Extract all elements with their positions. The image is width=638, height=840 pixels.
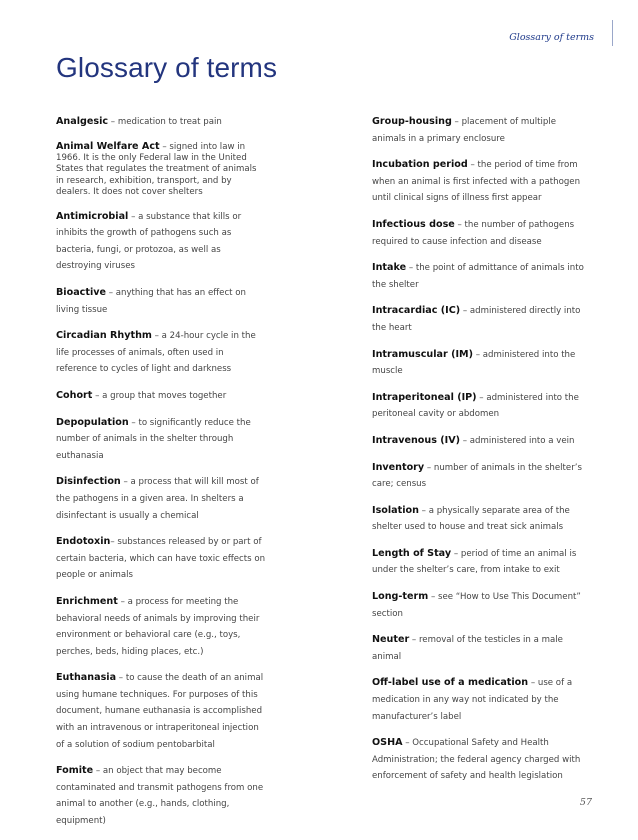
glossary-entry xyxy=(372,460,586,493)
glossary-definition: – use of a medication in any way not indicated by the manufacturer’s label xyxy=(372,678,573,722)
glossary-entry xyxy=(372,433,586,450)
glossary-entry xyxy=(372,303,586,336)
glossary-term: Intracardiac (IC) xyxy=(372,305,461,317)
glossary-left-column xyxy=(56,114,266,840)
glossary-definition: – the number of pathogens required to cause infection and disease xyxy=(372,219,575,247)
glossary-entry xyxy=(372,114,586,147)
glossary-entry xyxy=(56,141,266,199)
glossary-term: OSHA xyxy=(372,737,403,749)
glossary-entry xyxy=(372,546,586,579)
glossary-term: Inventory xyxy=(372,461,425,473)
glossary-term: Group-housing xyxy=(372,116,452,127)
glossary-entry xyxy=(56,594,266,660)
glossary-term: Fomite xyxy=(56,765,94,777)
glossary-term: Intramuscular (IM) xyxy=(372,348,473,360)
glossary-definition: – medication to treat pain xyxy=(108,117,222,127)
glossary-term: Long-term xyxy=(372,591,429,603)
page-title: Glossary of terms xyxy=(56,52,278,83)
glossary-entry xyxy=(56,415,266,465)
glossary-definition: – an object that may become contaminated and transmit pathogens from one animal to another (e.g., hands, clothing, equipment) xyxy=(56,766,264,827)
glossary-term: Analgesic xyxy=(56,116,109,127)
glossary-entry xyxy=(56,328,266,378)
page-number: 57 xyxy=(579,797,592,808)
glossary-definition: – administered into a vein xyxy=(460,435,575,446)
glossary-term: Isolation xyxy=(372,504,419,516)
glossary-entry xyxy=(56,209,266,275)
glossary-term: Cohort xyxy=(56,389,93,401)
glossary-definition: – administered into the peritoneal cavity or abdomen xyxy=(372,392,579,420)
glossary-entry xyxy=(372,260,586,293)
glossary-entry xyxy=(56,388,266,405)
glossary-definition: – to significantly reduce the number of animals in the shelter through euthanasia xyxy=(56,417,251,461)
glossary-term: Infectious dose xyxy=(372,218,455,230)
glossary-entry xyxy=(56,285,266,318)
glossary-definition: – the period of time from when an animal is first infected with a pathogen until clinical signs of illness first appear xyxy=(372,160,581,204)
glossary-term: Endotoxin xyxy=(56,536,111,548)
glossary-definition: – the point of admittance of animals into the shelter xyxy=(372,263,584,290)
glossary-definition: – substances released by or part of certain bacteria, which can have toxic effects on people or animals xyxy=(56,537,266,581)
glossary-definition: – signed into law in 1966. It is the only Federal law in the United States that regulates the treatment of animals in research, exhibition, transport, and by dealers. It does not cover shelters xyxy=(56,141,257,198)
glossary-term: Intravenous (IV) xyxy=(372,434,461,446)
glossary-definition: – a 24-hour cycle in the life processes of animals, often used in reference to cycles of light and darkness xyxy=(56,331,256,375)
glossary-definition: – anything that has an effect on living tissue xyxy=(56,288,246,315)
glossary-definition: – a group that moves together xyxy=(92,390,227,401)
glossary-term: Neuter xyxy=(372,634,410,646)
glossary-term: Incubation period xyxy=(372,159,468,171)
glossary-entry xyxy=(56,534,266,584)
glossary-term: Enrichment xyxy=(56,595,118,607)
glossary-term: Disinfection xyxy=(56,476,121,488)
glossary-definition: – number of animals in the shelter’s care; census xyxy=(372,462,582,490)
glossary-entry xyxy=(372,632,586,665)
glossary-term: Animal Welfare Act xyxy=(56,140,160,152)
glossary-entry xyxy=(56,763,266,829)
glossary-definition: – administered into the muscle xyxy=(372,349,576,377)
running-header: Glossary of terms xyxy=(509,32,594,43)
glossary-right-column xyxy=(372,114,586,840)
glossary-entry xyxy=(372,157,586,207)
glossary-term: Euthanasia xyxy=(56,672,117,684)
glossary-entry xyxy=(56,474,266,524)
glossary-term: Circadian Rhythm xyxy=(56,330,152,342)
glossary-definition: – see “How to Use This Document” section xyxy=(372,592,581,619)
glossary-entry xyxy=(372,503,586,536)
glossary-entry xyxy=(56,114,266,131)
glossary-entry xyxy=(372,735,586,785)
glossary-term: Bioactive xyxy=(56,287,106,298)
glossary-term: Off-label use of a medication xyxy=(372,677,529,689)
glossary-definition: – a process that will kill most of the pathogens in a given area. In shelters a disinfectant is usually a chemical xyxy=(56,477,259,521)
glossary-entry xyxy=(372,589,586,622)
glossary-entry xyxy=(372,347,586,380)
glossary-term: Intraperitoneal (IP) xyxy=(372,391,477,403)
glossary-definition: – a physically separate area of the shelter used to house and treat sick animals xyxy=(372,505,570,533)
glossary-definition: – a process for meeting the behavioral needs of animals by improving their environment or behavioral care (e.g., toys, perches, beds, hiding places, etc.) xyxy=(56,596,260,657)
glossary-entry xyxy=(372,675,586,725)
glossary-term: Intake xyxy=(372,262,407,274)
glossary-definition: – placement of multiple animals in a primary enclosure xyxy=(372,117,557,144)
glossary-term: Length of Stay xyxy=(372,547,452,559)
glossary-definition: – Occupational Safety and Health Administration; the federal agency charged with enforcement of safety and health legislation xyxy=(372,738,581,782)
glossary-definition: – to cause the death of an animal using humane techniques. For purposes of this document, humane euthanasia is accomplished with an intravenous or intraperitoneal injection of a solution of sodium pentobarbital xyxy=(56,673,264,750)
glossary-definition: – removal of the testicles in a male animal xyxy=(372,635,563,662)
glossary-term: Depopulation xyxy=(56,416,129,428)
glossary-term: Antimicrobial xyxy=(56,210,129,222)
glossary-entry xyxy=(372,217,586,250)
glossary-definition: – administered directly into the heart xyxy=(372,306,581,333)
glossary-entry xyxy=(372,390,586,423)
glossary-entry xyxy=(56,670,266,753)
header-divider xyxy=(612,20,613,46)
glossary-definition: – a substance that kills or inhibits the growth of pathogens such as bacteria, fungi, or protozoa, as well as destroying viruses xyxy=(56,211,242,272)
glossary-definition: – period of time an animal is under the shelter’s care, from intake to exit xyxy=(372,548,577,576)
glossary-columns xyxy=(56,114,586,840)
